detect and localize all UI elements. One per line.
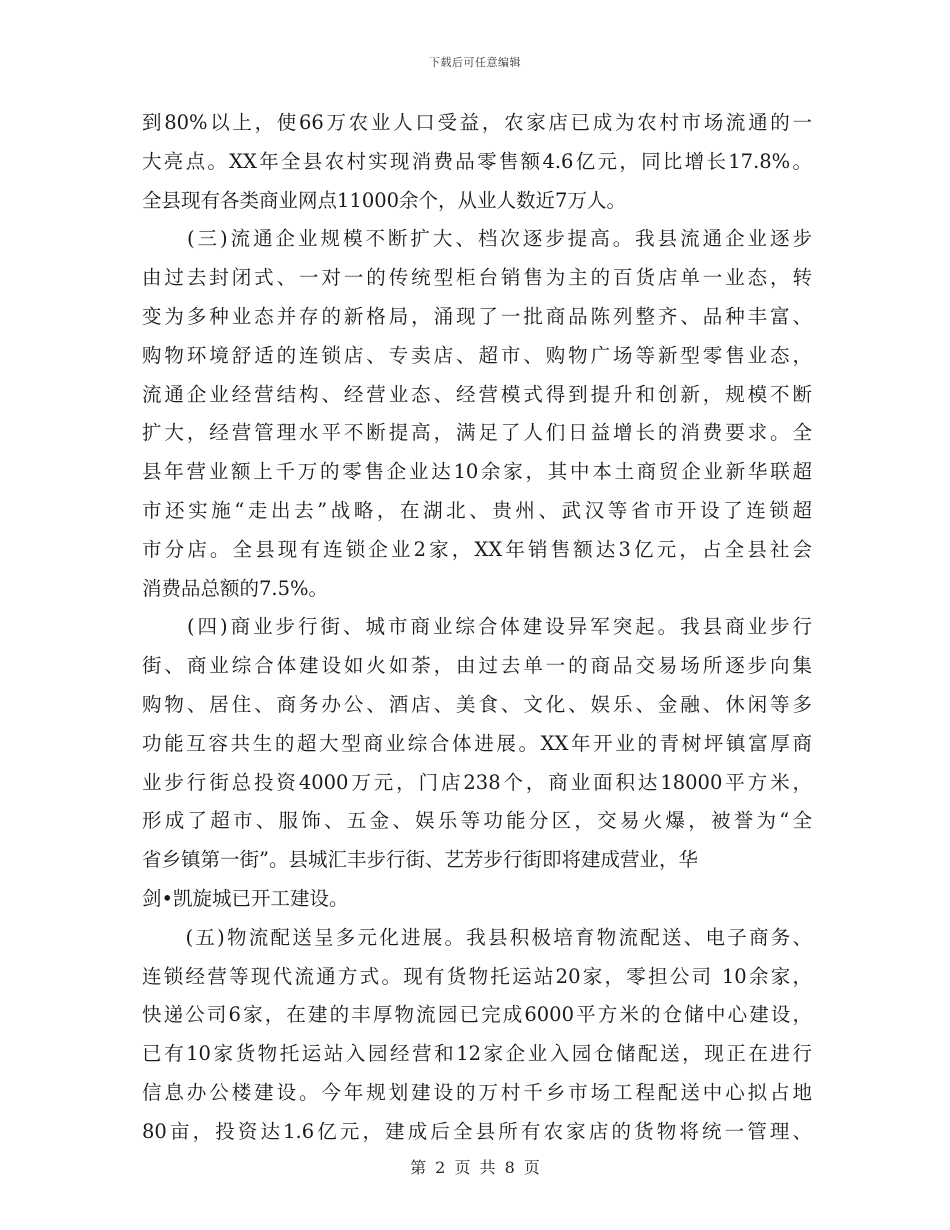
- text-line: 购物环境舒适的连锁店、专卖店、超市、购物广场等新型零售业态，: [142, 343, 812, 367]
- text-line: 流通企业经营结构、经营业态、经营模式得到提升和创新，规模不断: [142, 382, 812, 406]
- page-number: 第 2 页 共 8 页: [410, 1158, 540, 1177]
- text-line: 快递公司6家，在建的丰厚物流园已完成6000平方米的仓储中心建设，: [142, 1003, 812, 1027]
- text-line: 全县现有各类商业网点11000余个，从业人数近7万人。: [142, 188, 626, 212]
- text-line: 功能互容共生的超大型商业综合体进展。XX年开业的青树坪镇富厚商: [142, 731, 812, 755]
- text-line: 形成了超市、服饰、五金、娱乐等功能分区，交易火爆，被誉为“全: [142, 809, 812, 833]
- page-header: 下载后可任意编辑: [429, 56, 521, 69]
- document-body: [142, 104, 812, 1152]
- text-line: 80亩，投资达1.6亿元，建成后全县所有农家店的货物将统一管理、: [142, 1119, 812, 1143]
- text-line: 市还实施“走出去”战略，在湖北、贵州、武汉等省市开设了连锁超: [142, 498, 812, 522]
- text-line: 变为多种业态并存的新格局，涌现了一批商品陈列整齐、品种丰富、: [142, 304, 812, 328]
- text-line: 信息办公楼建设。今年规划建设的万村千乡市场工程配送中心拟占地: [142, 1080, 812, 1104]
- text-line: 县年营业额上千万的零售企业达10余家，其中本土商贸企业新华联超: [142, 460, 812, 484]
- text-line: 扩大，经营管理水平不断提高，满足了人们日益增长的消费要求。全: [142, 421, 812, 445]
- text-line: (三)流通企业规模不断扩大、档次逐步提高。我县流通企业逐步: [142, 227, 812, 251]
- text-line: 消费品总额的7.5%。: [142, 576, 329, 600]
- text-line: 已有10家货物托运站入园经营和12家企业入园仓储配送，现正在进行: [142, 1042, 812, 1066]
- text-line: 市分店。全县现有连锁企业2家，XX年销售额达3亿元，占全县社会: [142, 537, 812, 561]
- text-line: 连锁经营等现代流通方式。现有货物托运站20家，零担公司 10余家，: [142, 964, 812, 988]
- text-line: 业步行街总投资4000万元，门店238个，商业面积达18000平方米，: [142, 770, 812, 794]
- text-line: 到80%以上，使66万农业人口受益，农家店已成为农村市场流通的一: [142, 111, 812, 134]
- text-line: 省乡镇第一街”。县城汇丰步行街、艺芳步行街即将建成营业，华: [142, 848, 698, 872]
- text-line: 大亮点。XX年全县农村实现消费品零售额4.6亿元，同比增长17.8%。: [142, 149, 812, 173]
- text-line: 购物、居住、商务办公、酒店、美食、文化、娱乐、金融、休闲等多: [142, 692, 812, 716]
- text-line: 街、商业综合体建设如火如荼，由过去单一的商品交易场所逐步向集: [142, 654, 812, 678]
- text-line: (四)商业步行街、城市商业综合体建设异军突起。我县商业步行: [142, 615, 812, 639]
- text-line: 由过去封闭式、一对一的传统型柜台销售为主的百货店单一业态，转: [142, 266, 812, 290]
- text-line: (五)物流配送呈多元化进展。我县积极培育物流配送、电子商务、: [142, 925, 812, 949]
- text-line: 剑•凯旋城已开工建设。: [142, 886, 349, 910]
